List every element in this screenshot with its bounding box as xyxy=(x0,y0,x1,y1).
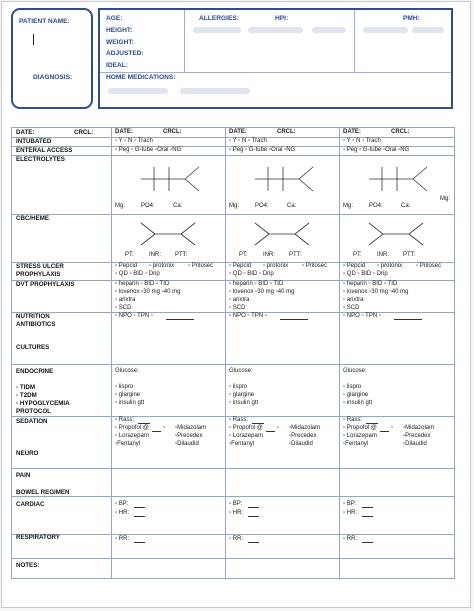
nutrition-options[interactable]: ▫ NPO ▫ TPN ▫ xyxy=(343,313,381,319)
daily-grid xyxy=(11,127,455,579)
blank-line[interactable] xyxy=(152,431,161,432)
redacted-text xyxy=(312,27,346,33)
lispro-option[interactable]: ▫ lispro xyxy=(343,384,362,390)
bp-field[interactable]: ▫ BP: xyxy=(229,501,243,507)
intubated-options[interactable]: ▫ Y ▫ N ▫ Trach xyxy=(229,138,267,144)
dilaudid-option[interactable]: ▫Dilaudid xyxy=(403,441,427,447)
propofol-unit[interactable]: ▫ xyxy=(163,425,166,431)
electrolyte-fishbone xyxy=(367,164,431,194)
date-label: DATE: xyxy=(343,129,361,135)
fentanyl-option[interactable]: ▫Fentanyl xyxy=(229,441,255,447)
allergies-label: ALLERGIES: xyxy=(199,15,239,22)
rass-label[interactable]: ▫ Rass: xyxy=(115,417,135,423)
glucose-label: Glucose: xyxy=(115,368,139,374)
electrolytes-label: ELECTROLYTES xyxy=(16,156,65,163)
pt-label: PT: xyxy=(239,252,248,258)
mg-label: Mg: xyxy=(115,203,126,209)
info-divider xyxy=(100,72,451,73)
blank-line[interactable] xyxy=(166,319,194,320)
po4-label: PO4: xyxy=(369,203,383,209)
bp-field[interactable]: ▫ BP: xyxy=(343,501,357,507)
glargine-option[interactable]: ▫ glargine xyxy=(115,392,141,398)
crcl-label: CRCL: xyxy=(74,129,94,136)
intubated-options[interactable]: ▫ Y ▫ N ▫ Trach xyxy=(115,138,153,144)
scd-option[interactable]: ▫ SCD xyxy=(343,305,360,311)
propofol-option[interactable]: ▫ Propofol @ xyxy=(229,425,263,431)
date-label: DATE: xyxy=(16,129,35,136)
frequency-options[interactable]: ▫ QD ▫ BID ▫ Drip xyxy=(115,271,160,277)
frequency-options[interactable]: ▫ QD ▫ BID ▫ Drip xyxy=(229,271,274,277)
neuro-label: NEURO xyxy=(16,450,39,457)
redacted-text xyxy=(248,27,303,33)
info-divider xyxy=(184,10,185,72)
po4-label: PO4: xyxy=(255,203,269,209)
cbc-fishbone xyxy=(367,221,427,247)
enteral-access-options[interactable]: ▫ Peg ▫ G-tube ▫Oral ▫NG xyxy=(229,147,296,153)
rr-field[interactable]: ▫ RR: xyxy=(229,536,244,542)
ca-label: Ca: xyxy=(287,203,297,209)
cbc-heme-label: CBC/HEME xyxy=(16,215,50,222)
blank-line[interactable] xyxy=(266,431,275,432)
patient-info-box xyxy=(98,8,453,109)
cbc-fishbone xyxy=(139,221,199,247)
precedex-option[interactable]: ▫Precedex xyxy=(289,433,317,439)
lovenox-option[interactable]: ▫ lovenox ▫30 mg ▫40 mg xyxy=(115,289,181,295)
ptt-label: PTT: xyxy=(403,252,416,258)
redacted-text xyxy=(180,88,250,94)
arixtra-option[interactable]: ▫ arixtra xyxy=(115,297,136,303)
precedex-option[interactable]: ▫Precedex xyxy=(403,433,431,439)
glucose-label: Glucose: xyxy=(343,368,367,374)
prilosec-option[interactable]: ▫ Prilosec xyxy=(416,263,442,269)
precedex-option[interactable]: ▫Precedex xyxy=(175,433,203,439)
rass-label[interactable]: ▫ Rass: xyxy=(343,417,363,423)
protonix-option[interactable]: ▫ protonix xyxy=(377,263,403,269)
blank-line[interactable] xyxy=(134,516,145,517)
heparin-option[interactable]: ▫ heparin ▫ BID ▫ TID xyxy=(343,281,398,287)
insulin-gtt-option[interactable]: ▫ insulin gtt xyxy=(115,400,145,406)
intubated-label: INTUBATED xyxy=(16,138,52,145)
hr-field[interactable]: ▫ HR: xyxy=(115,510,130,516)
enteral-access-label: ENTERAL ACCESS xyxy=(16,147,73,154)
midazolam-option[interactable]: ▫Midazolam xyxy=(289,425,321,431)
notes-label: NOTES: xyxy=(16,562,40,569)
stress-ulcer-label: STRESS ULCER xyxy=(16,263,64,270)
nutrition-options[interactable]: ▫ NPO ▫ TPN ▫ xyxy=(115,313,153,319)
hr-field[interactable]: ▫ HR: xyxy=(343,510,358,516)
heparin-option[interactable]: ▫ heparin ▫ BID ▫ TID xyxy=(229,281,284,287)
nutrition-label: NUTRITION xyxy=(16,313,50,320)
pmh-label: PMH: xyxy=(403,15,420,22)
hr-field[interactable]: ▫ HR: xyxy=(229,510,244,516)
blank-line[interactable] xyxy=(252,423,264,424)
blank-line[interactable] xyxy=(138,423,150,424)
ca-label: Ca: xyxy=(401,203,411,209)
respiratory-label: RESPIRATORY xyxy=(16,534,60,541)
text-cursor xyxy=(33,34,34,45)
cardiac-label: CARDIAC xyxy=(16,501,45,508)
redacted-text xyxy=(193,27,241,33)
sedation-label: SEDATION xyxy=(16,418,48,425)
scd-option[interactable]: ▫ SCD xyxy=(229,305,246,311)
protonix-option[interactable]: ▫ protonix xyxy=(263,263,289,269)
ca-label: Ca: xyxy=(173,203,183,209)
frequency-options[interactable]: ▫ QD ▫ BID ▫ Drip xyxy=(343,271,388,277)
fentanyl-option[interactable]: ▫Fentanyl xyxy=(115,441,141,447)
insulin-gtt-option[interactable]: ▫ insulin gtt xyxy=(229,400,259,406)
midazolam-option[interactable]: ▫Midazolam xyxy=(403,425,435,431)
ptt-label: PTT: xyxy=(289,252,302,258)
propofol-unit[interactable]: ▫ xyxy=(277,425,280,431)
propofol-option[interactable]: ▫ Propofol @ xyxy=(343,425,377,431)
endocrine-label: ENDOCRINE xyxy=(16,368,54,375)
prophylaxis-label: PROPHYLAXIS xyxy=(16,271,61,278)
hypoglycemia-label: ▫ HYPOGLYCEMIA xyxy=(16,400,70,407)
pain-label: PAIN xyxy=(16,472,31,479)
lorazepam-option[interactable]: ▫ Lorazepam xyxy=(343,433,377,439)
adjusted-label: ADJUSTED: xyxy=(106,50,144,57)
cbc-fishbone xyxy=(253,221,313,247)
rr-field[interactable]: ▫ RR: xyxy=(115,536,130,542)
blank-line[interactable] xyxy=(248,516,259,517)
blank-line[interactable] xyxy=(394,319,422,320)
po4-label: PO4: xyxy=(141,203,155,209)
insulin-gtt-option[interactable]: ▫ insulin gtt xyxy=(343,400,373,406)
crcl-label: CRCL: xyxy=(391,129,410,135)
mg-label: Mg: xyxy=(229,203,240,209)
lorazepam-option[interactable]: ▫ Lorazepam xyxy=(229,433,263,439)
pepcid-option[interactable]: ▫ Pepcid xyxy=(115,263,138,269)
t2dm-label: ▫ T2DM xyxy=(16,392,37,399)
age-label: AGE: xyxy=(106,15,123,22)
mg-extra-label: Mg: xyxy=(440,196,451,202)
bowel-regimen-label: BOWEL REGIMEN xyxy=(16,489,70,496)
rr-field[interactable]: ▫ RR: xyxy=(343,536,358,542)
inr-label: INR: xyxy=(377,252,389,258)
pepcid-option[interactable]: ▫ Pepcid xyxy=(229,263,252,269)
patient-name-label: PATIENT NAME: xyxy=(19,18,70,25)
redacted-text xyxy=(412,27,444,33)
mg-label: Mg: xyxy=(343,203,354,209)
lispro-option[interactable]: ▫ lispro xyxy=(229,384,248,390)
date-label: DATE: xyxy=(229,129,247,135)
ptt-label: PTT: xyxy=(175,252,188,258)
blank-line[interactable] xyxy=(280,319,308,320)
blank-line[interactable] xyxy=(366,423,378,424)
lovenox-option[interactable]: ▫ lovenox ▫30 mg ▫40 mg xyxy=(343,289,409,295)
height-label: HEIGHT: xyxy=(106,27,133,34)
nutrition-options[interactable]: ▫ NPO ▫ TPN ▫ xyxy=(229,313,267,319)
lorazepam-option[interactable]: ▫ Lorazepam xyxy=(115,433,149,439)
arixtra-option[interactable]: ▫ arixtra xyxy=(229,297,250,303)
redacted-text xyxy=(108,88,168,94)
midazolam-option[interactable]: ▫Midazolam xyxy=(175,425,207,431)
blank-line[interactable] xyxy=(248,542,259,543)
day-column-3 xyxy=(339,128,455,578)
rass-label[interactable]: ▫ Rass: xyxy=(229,417,249,423)
dilaudid-option[interactable]: ▫Dilaudid xyxy=(175,441,199,447)
blank-line[interactable] xyxy=(134,542,145,543)
intake-sheet xyxy=(1,1,471,608)
protonix-option[interactable]: ▫ protonix xyxy=(149,263,175,269)
prilosec-option[interactable]: ▫ Prilosec xyxy=(302,263,328,269)
hpi-label: HPI: xyxy=(275,15,289,22)
blank-line[interactable] xyxy=(362,507,373,508)
inr-label: INR: xyxy=(149,252,161,258)
bp-field[interactable]: ▫ BP: xyxy=(115,501,129,507)
protocol-label: PROTOCOL xyxy=(16,408,51,415)
lispro-option[interactable]: ▫ lispro xyxy=(115,384,134,390)
diagnosis-label: DIAGNOSIS: xyxy=(33,74,73,81)
propofol-option[interactable]: ▫ Propofol @ xyxy=(115,425,149,431)
blank-line[interactable] xyxy=(134,507,145,508)
date-label: DATE: xyxy=(115,129,133,135)
enteral-access-options[interactable]: ▫ Peg ▫ G-tube ▫Oral ▫NG xyxy=(343,147,410,153)
heparin-option[interactable]: ▫ heparin ▫ BID ▫ TID xyxy=(115,281,170,287)
pt-label: PT: xyxy=(125,252,134,258)
prilosec-option[interactable]: ▫ Prilosec xyxy=(188,263,214,269)
electrolyte-fishbone xyxy=(253,164,317,194)
arixtra-option[interactable]: ▫ arixtra xyxy=(343,297,364,303)
antibiotics-label: ANTIBIOTICS xyxy=(16,321,56,328)
blank-line[interactable] xyxy=(248,507,259,508)
weight-label: WEIGHT: xyxy=(106,39,134,46)
home-medications-label: HOME MEDICATIONS: xyxy=(106,74,176,81)
fentanyl-option[interactable]: ▫Fentanyl xyxy=(343,441,369,447)
crcl-label: CRCL: xyxy=(163,129,182,135)
crcl-label: CRCL: xyxy=(277,129,296,135)
day-column-2 xyxy=(225,128,339,578)
glucose-label: Glucose: xyxy=(229,368,253,374)
cultures-label: CULTURES xyxy=(16,344,50,351)
inr-label: INR: xyxy=(263,252,275,258)
pepcid-option[interactable]: ▫ Pepcid xyxy=(343,263,366,269)
day-column-1 xyxy=(111,128,225,578)
tidm-label: ▫ TIDM xyxy=(16,384,36,391)
dilaudid-option[interactable]: ▫Dilaudid xyxy=(289,441,313,447)
scd-option[interactable]: ▫ SCD xyxy=(115,305,132,311)
lovenox-option[interactable]: ▫ lovenox ▫30 mg ▫40 mg xyxy=(229,289,295,295)
redacted-text xyxy=(363,27,408,33)
glargine-option[interactable]: ▫ glargine xyxy=(343,392,369,398)
info-divider xyxy=(354,10,355,72)
patient-box xyxy=(11,8,93,109)
propofol-unit[interactable]: ▫ xyxy=(391,425,394,431)
enteral-access-options[interactable]: ▫ Peg ▫ G-tube ▫Oral ▫NG xyxy=(115,147,182,153)
glargine-option[interactable]: ▫ glargine xyxy=(229,392,255,398)
blank-line[interactable] xyxy=(380,431,389,432)
ideal-label: IDEAL: xyxy=(106,62,128,69)
blank-line[interactable] xyxy=(362,516,373,517)
blank-line[interactable] xyxy=(362,542,373,543)
pt-label: PT: xyxy=(353,252,362,258)
electrolyte-fishbone xyxy=(139,164,203,194)
intubated-options[interactable]: ▫ Y ▫ N ▫ Trach xyxy=(343,138,381,144)
dvt-prophylaxis-label: DVT PROPHYLAXIS xyxy=(16,281,75,288)
